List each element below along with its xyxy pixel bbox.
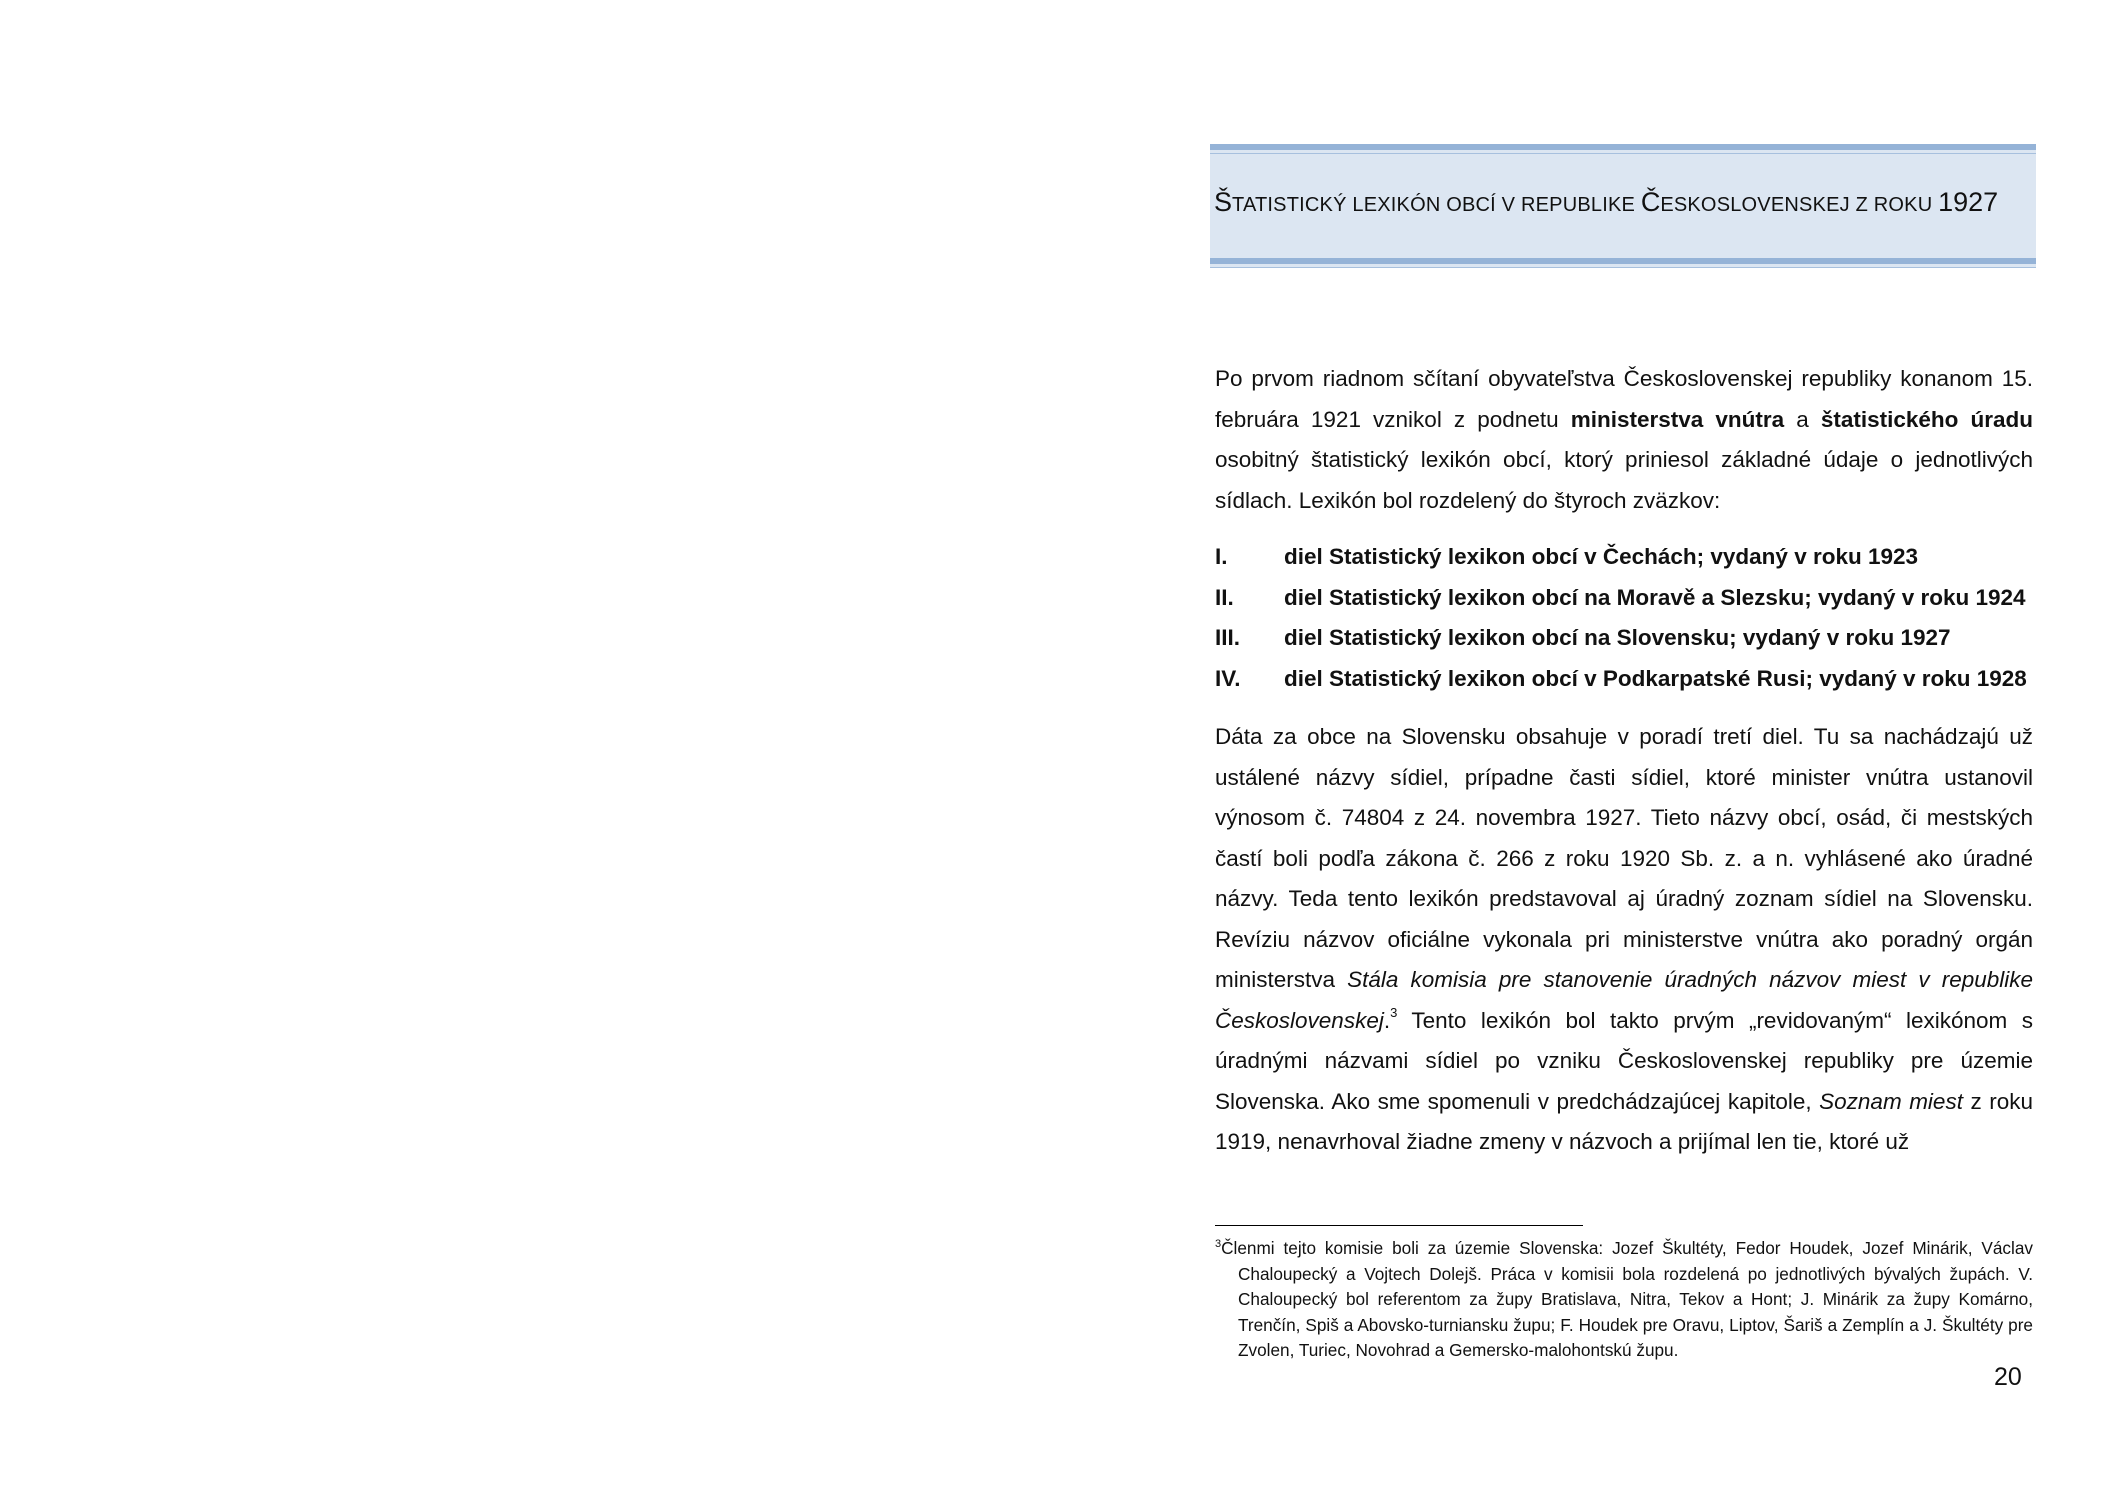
paragraph-slovakia-text-4: z roku 1919, nenavrhoval žiadne zmeny v názvoch a prijímal len tie, ktoré už	[1215, 1088, 2033, 1154]
paragraph-intro-text-3: osobitný štatistický lexikón obcí, ktorý priniesol základné údaje o jednotlivých sídlach. Lexikón bol rozdelený do štyroch zväzkov:	[1215, 447, 2033, 513]
band-top-rule	[1210, 144, 2036, 150]
footnote-separator	[1215, 1225, 1583, 1226]
paragraph-slovakia-text-3: Tento lexikón bol takto prvým „revidovaným“ lexikónom s úradnými názvami sídiel po vzniku Československej republiky pre územie Slovenska. Ako sme spomenuli v predchádzajúcej kapitole,	[1215, 1007, 2033, 1114]
paragraph-slovakia-text-2: .	[1383, 1007, 1391, 1033]
volume-number: III.	[1215, 625, 1241, 650]
heading-part-1: TATISTICKÝ LEXIKÓN OBCÍ V REPUBLIKE	[1232, 194, 1641, 216]
footnote-reference[interactable]: 3	[1390, 1004, 1398, 1020]
volume-number: I.	[1215, 544, 1228, 569]
volume-text: diel Statistický lexikon obcí na Moravě a Slezsku; vydaný v roku 1924	[1284, 584, 2026, 610]
heading-initial-2: Č	[1640, 187, 1661, 217]
page-number: 20	[1994, 1363, 2022, 1391]
paragraph-intro-text-1: Po prvom riadnom sčítaní obyvateľstva Československej republiky konanom 15. februára 1921 vznikol z podnetu	[1215, 366, 2033, 432]
paragraph-intro-bold-ministry: ministerstva vnútra	[1570, 406, 1785, 432]
volume-item	[1215, 659, 2033, 700]
band-bottom-thin-rule	[1210, 267, 2036, 268]
paragraph-slovakia-text-1: Dáta za obce na Slovensku obsahuje v poradí tretí diel. Tu sa nachádzajú už ustálené názvy sídiel, prípadne časti sídiel, ktoré minister vnútra ustanovil výnosom č. 74804 z 24. novembra 1927. Tieto názvy obcí, osád, či mestských častí boli podľa zákona č. 266 z roku 1920 Sb. z. a n. vyhlásené ako úradné názvy. Teda tento lexikón predstavoval aj úradný zoznam sídiel na Slovensku. Revíziu názvov oficiálne vykonala pri ministerstve vnútra ako poradný orgán ministerstva	[1215, 724, 2033, 992]
heading-part-2: ESKOSLOVENSKEJ Z ROKU	[1660, 194, 1939, 216]
footnote	[1215, 1236, 2033, 1364]
paragraph-intro-text-2: a	[1784, 406, 1821, 432]
volume-item	[1215, 578, 2033, 619]
volume-text: diel Statistický lexikon obcí v Čechách; vydaný v roku 1923	[1284, 544, 1919, 569]
section-heading	[1214, 187, 2034, 218]
soznam-miest-title: Soznam miest	[1819, 1088, 1963, 1114]
volume-text: diel Statistický lexikon obcí v Podkarpatské Rusi; vydaný v roku 1928	[1284, 665, 2027, 691]
commission-name: Stála komisia pre stanovenie úradných názvov miest v republike Československej	[1215, 967, 2034, 1033]
band-top-thin-rule	[1210, 153, 2036, 154]
volume-text: diel Statistický lexikon obcí na Slovensku; vydaný v roku 1927	[1284, 625, 1951, 650]
band-bottom-rule	[1210, 258, 2036, 264]
volume-item	[1215, 537, 2033, 578]
footnote-text: Členmi tejto komisie boli za územie Slovenska: Jozef Škultéty, Fedor Houdek, Jozef Minárik, Václav Chaloupecký a Vojtech Dolejš. Práca v komisii bola rozdelená po jednotlivých bývalých župách. V. Chaloupecký bol referentom za župy Bratislava, Nitra, Tekov a Hont; J. Minárik za župy Komárno, Trenčín, Spiš a Abovsko-turniansku župu; F. Houdek pre Oravu, Liptov, Šariš a Zemplín a J. Škultéty pre Zvolen, Turiec, Novohrad a Gemersko-malohontskú župu.	[1221, 1238, 2033, 1360]
volume-number: IV.	[1215, 665, 1241, 691]
volume-item	[1215, 618, 2033, 659]
heading-initial-1: Š	[1214, 187, 1233, 217]
heading-year: 1927	[1938, 187, 1999, 217]
footnote-mark: 3	[1215, 1238, 1222, 1250]
volume-list	[1215, 537, 2033, 699]
volume-number: II.	[1215, 584, 1234, 610]
paragraph-intro	[1215, 359, 2033, 521]
paragraph-intro-bold-office: štatistického úradu	[1820, 406, 2033, 432]
paragraph-slovakia	[1215, 717, 2033, 1163]
